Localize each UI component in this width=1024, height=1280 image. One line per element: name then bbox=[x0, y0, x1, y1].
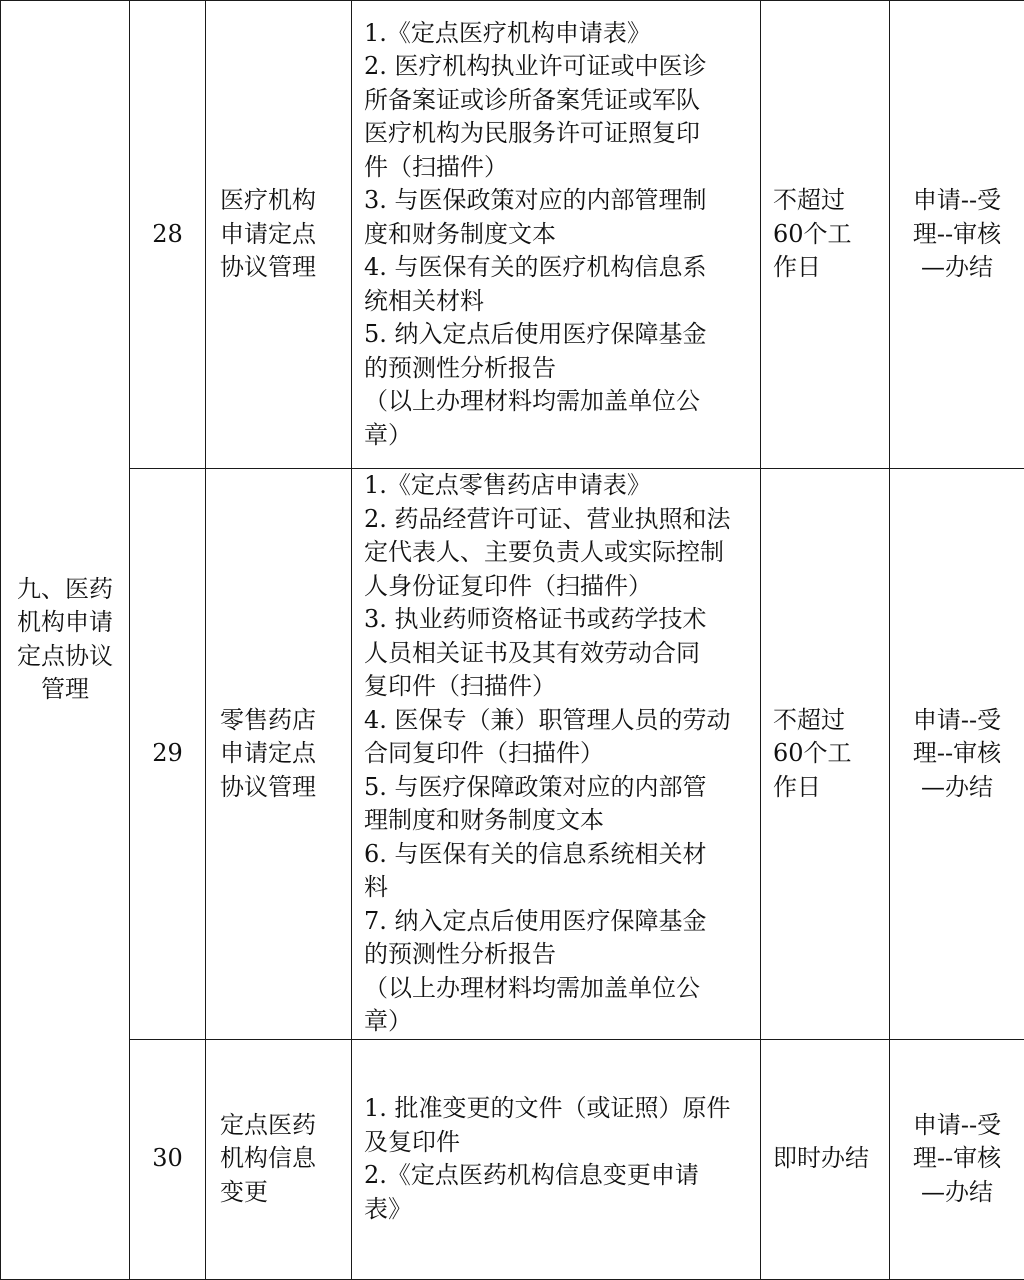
time-limit: 不超过60个工作日 bbox=[773, 184, 873, 285]
time-limit-cell bbox=[761, 1039, 890, 1279]
time-limit-cell bbox=[761, 469, 890, 1040]
material-line: 人员相关证书及其有效劳动合同 bbox=[364, 637, 756, 671]
item-name: 定点医药机构信息变更 bbox=[220, 1109, 320, 1210]
material-line: 料 bbox=[364, 871, 756, 905]
material-line: 及复印件 bbox=[364, 1126, 756, 1160]
item-name-cell bbox=[206, 1039, 352, 1279]
material-line: 5. 纳入定点后使用医疗保障基金 bbox=[364, 318, 756, 352]
material-line: 1. 批准变更的文件（或证照）原件 bbox=[364, 1092, 756, 1126]
material-line: （以上办理材料均需加盖单位公 bbox=[364, 972, 756, 1006]
material-line: 章） bbox=[364, 419, 756, 453]
material-line: 7. 纳入定点后使用医疗保障基金 bbox=[364, 905, 756, 939]
material-line: 1.《定点零售药店申请表》 bbox=[364, 469, 756, 503]
material-line: 3. 与医保政策对应的内部管理制 bbox=[364, 184, 756, 218]
material-line: 5. 与医疗保障政策对应的内部管 bbox=[364, 771, 756, 805]
material-line: 度和财务制度文本 bbox=[364, 218, 756, 252]
material-line: 统相关材料 bbox=[364, 285, 756, 319]
material-line: 4. 医保专（兼）职管理人员的劳动 bbox=[364, 704, 756, 738]
material-line: 4. 与医保有关的医疗机构信息系 bbox=[364, 251, 756, 285]
item-name-cell bbox=[206, 1, 352, 469]
materials-cell bbox=[352, 469, 761, 1040]
material-line: （以上办理材料均需加盖单位公 bbox=[364, 385, 756, 419]
time-limit: 不超过60个工作日 bbox=[773, 704, 873, 805]
material-line: 医疗机构为民服务许可证照复印 bbox=[364, 117, 756, 151]
material-line: 1.《定点医疗机构申请表》 bbox=[364, 17, 756, 51]
time-limit: 即时办结 bbox=[773, 1142, 883, 1176]
item-name: 零售药店申请定点协议管理 bbox=[220, 704, 320, 805]
table-row bbox=[1, 1, 1024, 469]
material-line: 件（扫描件） bbox=[364, 151, 756, 185]
table-row bbox=[1, 1039, 1024, 1279]
material-line: 复印件（扫描件） bbox=[364, 670, 756, 704]
material-line: 6. 与医保有关的信息系统相关材 bbox=[364, 838, 756, 872]
procedure-cell bbox=[890, 1, 1024, 469]
item-name-cell bbox=[206, 469, 352, 1040]
material-line: 章） bbox=[364, 1005, 756, 1039]
category-label: 九、医药机构申请定点协议管理 bbox=[15, 573, 115, 707]
item-name: 医疗机构申请定点协议管理 bbox=[220, 184, 320, 285]
material-line: 表》 bbox=[364, 1193, 756, 1227]
material-line: 定代表人、主要负责人或实际控制 bbox=[364, 536, 756, 570]
materials-cell bbox=[352, 1, 761, 469]
material-line: 的预测性分析报告 bbox=[364, 352, 756, 386]
procedure: 申请--受理--审核—办结 bbox=[905, 184, 1009, 285]
item-number: 30 bbox=[152, 1144, 183, 1172]
material-line: 人身份证复印件（扫描件） bbox=[364, 570, 756, 604]
category-cell bbox=[1, 1, 130, 1280]
item-number: 28 bbox=[152, 220, 183, 248]
item-number-cell bbox=[130, 1039, 206, 1279]
material-line: 理制度和财务制度文本 bbox=[364, 804, 756, 838]
item-number-cell bbox=[130, 469, 206, 1040]
item-number: 29 bbox=[152, 739, 183, 767]
time-limit-cell bbox=[761, 1, 890, 469]
material-line: 2.《定点医药机构信息变更申请 bbox=[364, 1159, 756, 1193]
procedure: 申请--受理--审核—办结 bbox=[905, 704, 1009, 805]
material-line: 合同复印件（扫描件） bbox=[364, 737, 756, 771]
procedure-cell bbox=[890, 469, 1024, 1040]
material-line: 的预测性分析报告 bbox=[364, 938, 756, 972]
table-row bbox=[1, 469, 1024, 1040]
procedure-cell bbox=[890, 1039, 1024, 1279]
material-line: 3. 执业药师资格证书或药学技术 bbox=[364, 603, 756, 637]
material-line: 所备案证或诊所备案凭证或军队 bbox=[364, 84, 756, 118]
item-number-cell bbox=[130, 1, 206, 469]
material-line: 2. 药品经营许可证、营业执照和法 bbox=[364, 503, 756, 537]
material-line: 2. 医疗机构执业许可证或中医诊 bbox=[364, 50, 756, 84]
materials-cell bbox=[352, 1039, 761, 1279]
procedure: 申请--受理--审核—办结 bbox=[905, 1109, 1009, 1210]
